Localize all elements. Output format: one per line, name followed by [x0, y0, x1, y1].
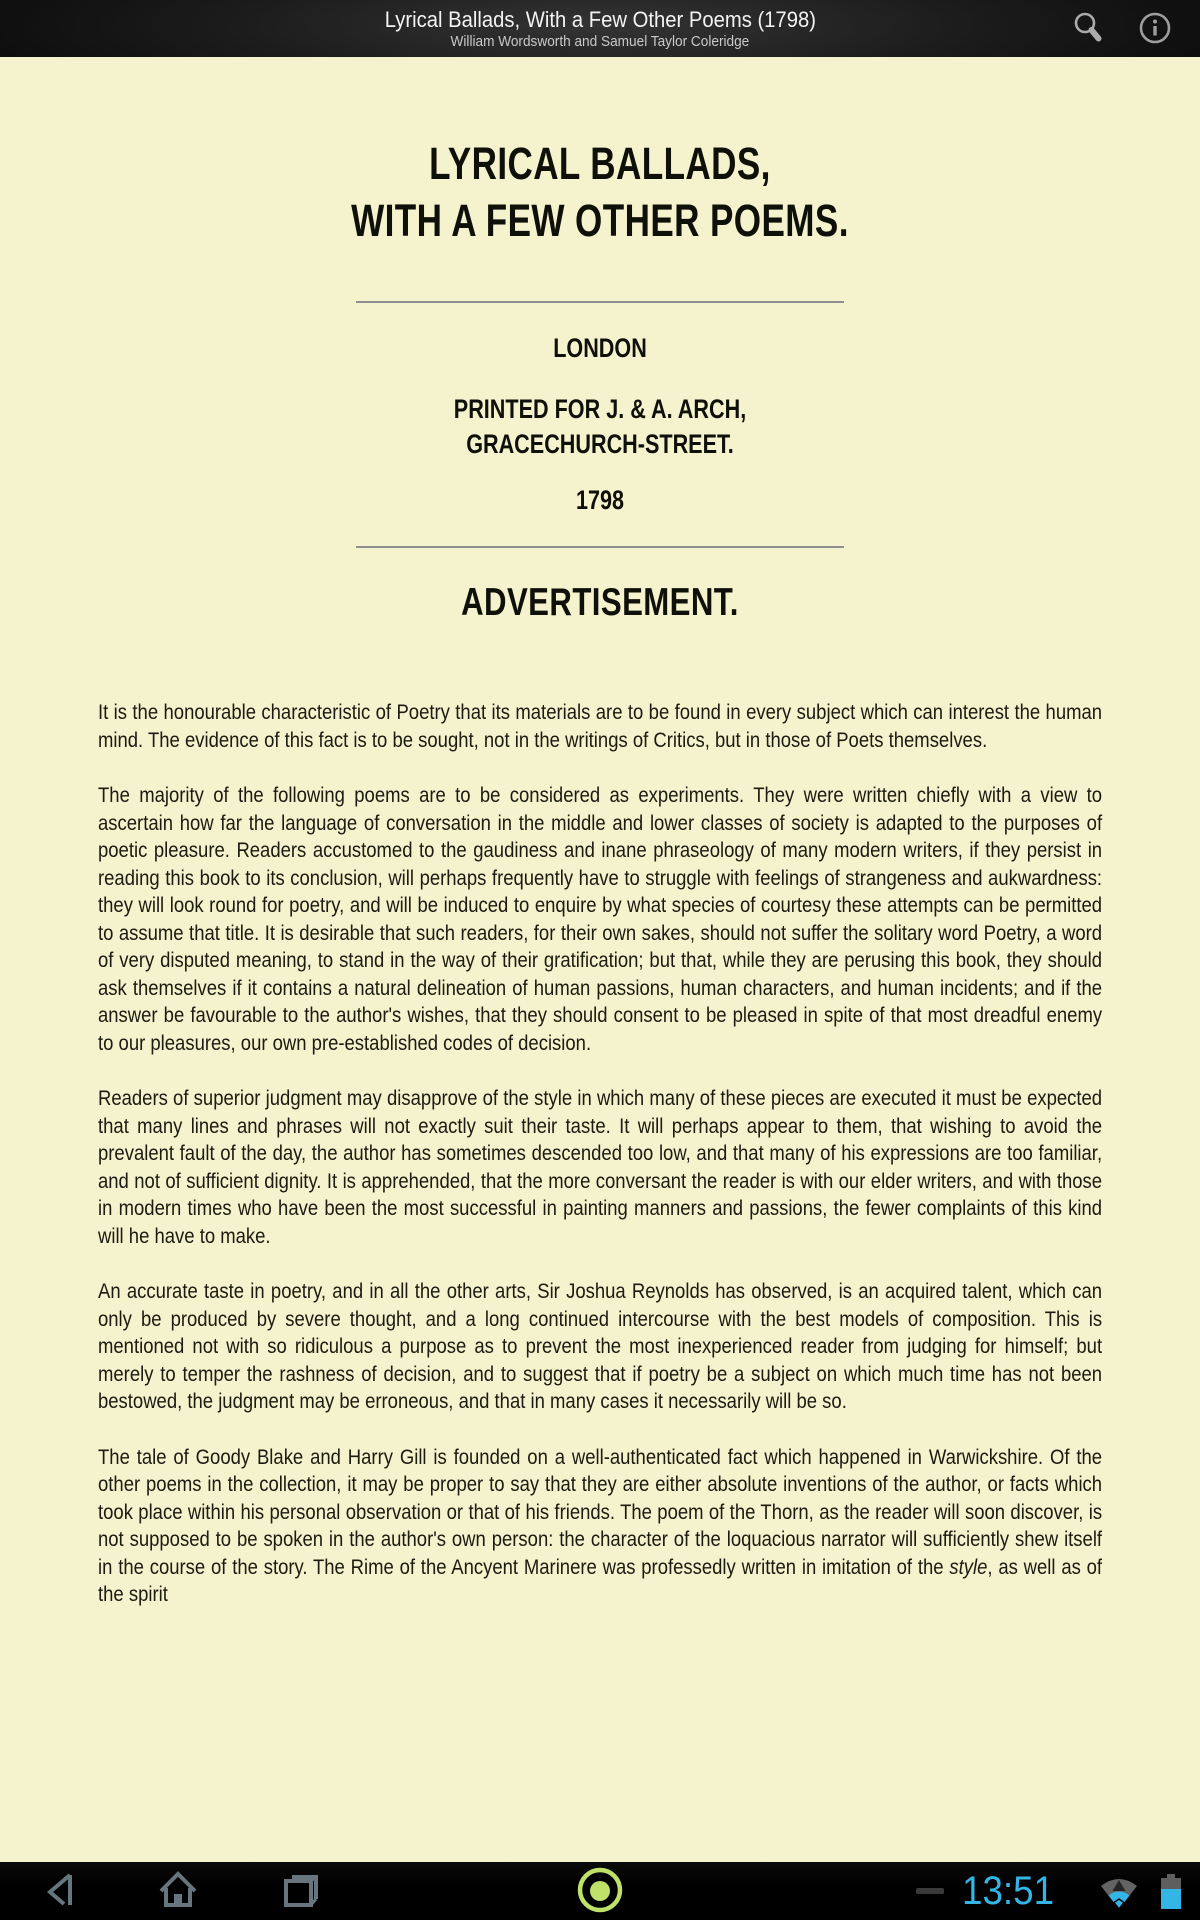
status-clock: 13:51 — [962, 1869, 1055, 1913]
body-text-column — [98, 699, 1102, 1609]
section-heading: ADVERTISEMENT. — [461, 581, 739, 624]
imprint-printer-line1: PRINTED FOR J. & A. ARCH, — [453, 394, 747, 424]
home-button[interactable] — [138, 1862, 218, 1920]
recents-button[interactable] — [261, 1862, 341, 1920]
info-icon — [1136, 9, 1174, 50]
back-icon — [38, 1867, 84, 1916]
imprint-printer-line2: GRACECHURCH-STREET. — [466, 429, 734, 459]
app-bar-titles — [0, 0, 1200, 57]
app-title: Lyrical Ballads, With a Few Other Poems (1798) — [384, 6, 816, 32]
back-button[interactable] — [21, 1862, 101, 1920]
italic-word: style — [949, 1555, 988, 1579]
record-icon — [575, 1865, 625, 1918]
home-icon — [155, 1867, 201, 1916]
navigation-bar — [0, 1862, 1200, 1920]
divider — [356, 301, 844, 303]
book-title-line2: WITH A FEW OTHER POEMS. — [351, 195, 849, 246]
paragraph: It is the honourable characteristic of Poetry that its materials are to be found in every subject which can interest the human mind. The evidence of this fact is to be sought, not in the writings of Critics, but in those of Poets themselves. — [98, 701, 1103, 752]
recents-icon — [278, 1867, 324, 1916]
paragraph: The tale of Goody Blake and Harry Gill is founded on a well-authenticated fact which happened in Warwickshire. Of the other poems in the collection, it may be proper to say that they are either absolute inventions of the author, or facts which took place within his personal observation or that of his friends. The poem of the Thorn, as the reader will soon discover, is not supposed to be spoken in the author's own person: the character of the loquacious narrator will sufficiently shew itself in the course of the story. The Rime of the Ancyent Marinere was professedly written in imitation of the style, as well as of the spirit — [98, 1445, 1103, 1606]
imprint-year: 1798 — [575, 485, 625, 515]
book-title-line1: LYRICAL BALLADS, — [429, 138, 771, 189]
record-button[interactable] — [560, 1862, 640, 1920]
divider — [356, 546, 844, 548]
paragraph: Readers of superior judgment may disapprove of the style in which many of these pieces are executed it must be expected that many lines and phrases will not exactly suit their taste. It will perhaps appear to them, that wishing to avoid the prevalent fault of the day, the author has sometimes descended too low, and that many of his expressions are too familiar, and not of sufficient dignity. It is apprehended, that the more conversant the reader is with our elder writers, and with those in modern times who have been the most successful in painting manners and passions, the fewer complaints of this kind will he have to make. — [98, 1087, 1103, 1248]
paragraph: The majority of the following poems are to be considered as experiments. They were written chiefly with a view to ascertain how far the language of conversation in the middle and lower classes of society is adapted to the purposes of poetic pleasure. Readers accustomed to the gaudiness and inane phraseology of many modern writers, if they persist in reading this book to its conclusion, will perhaps frequently have to struggle with feelings of strangeness and aukwardness: they will look round for poetry, and will be induced to enquire by what species of courtesy these attempts can be permitted to assume that title. It is desirable that such readers, for their own sakes, should not suffer the solitary word Poetry, a word of very disputed meaning, to stand in the way of their gratification; but that, while they are perusing this book, they should ask themselves if it contains a natural delineation of human passions, human characters, and human incidents; and if the answer be favourable to the author's wishes, that they should consent to be pleased in spite of that most dreadful enemy to our pleasures, our own pre-established codes of decision. — [98, 784, 1103, 1055]
app-subtitle: William Wordsworth and Samuel Taylor Coleridge — [450, 33, 750, 50]
search-button[interactable] — [1068, 8, 1110, 50]
paragraph: An accurate taste in poetry, and in all the other arts, Sir Joshua Reynolds has observed, is an acquired talent, which can only be produced by severe thought, and a long continued intercourse with the best models of composition. This is mentioned not with so ridiculous a purpose as to prevent the most inexperienced reader from judging for himself; but merely to temper the rashness of decision, and to suggest that if poetry be a subject on which much time has not been bestowed, the judgment may be erroneous, and that in many cases it necessarily will be so. — [98, 1280, 1103, 1413]
imprint-city: LONDON — [553, 333, 647, 363]
wifi-icon — [1098, 1873, 1140, 1916]
reader-page[interactable] — [0, 57, 1200, 1862]
info-button[interactable] — [1134, 8, 1176, 50]
search-icon — [1070, 9, 1108, 50]
body-text-area — [0, 699, 1200, 1609]
app-bar — [0, 0, 1200, 57]
notification-dash — [916, 1888, 944, 1894]
battery-icon — [1158, 1873, 1184, 1916]
